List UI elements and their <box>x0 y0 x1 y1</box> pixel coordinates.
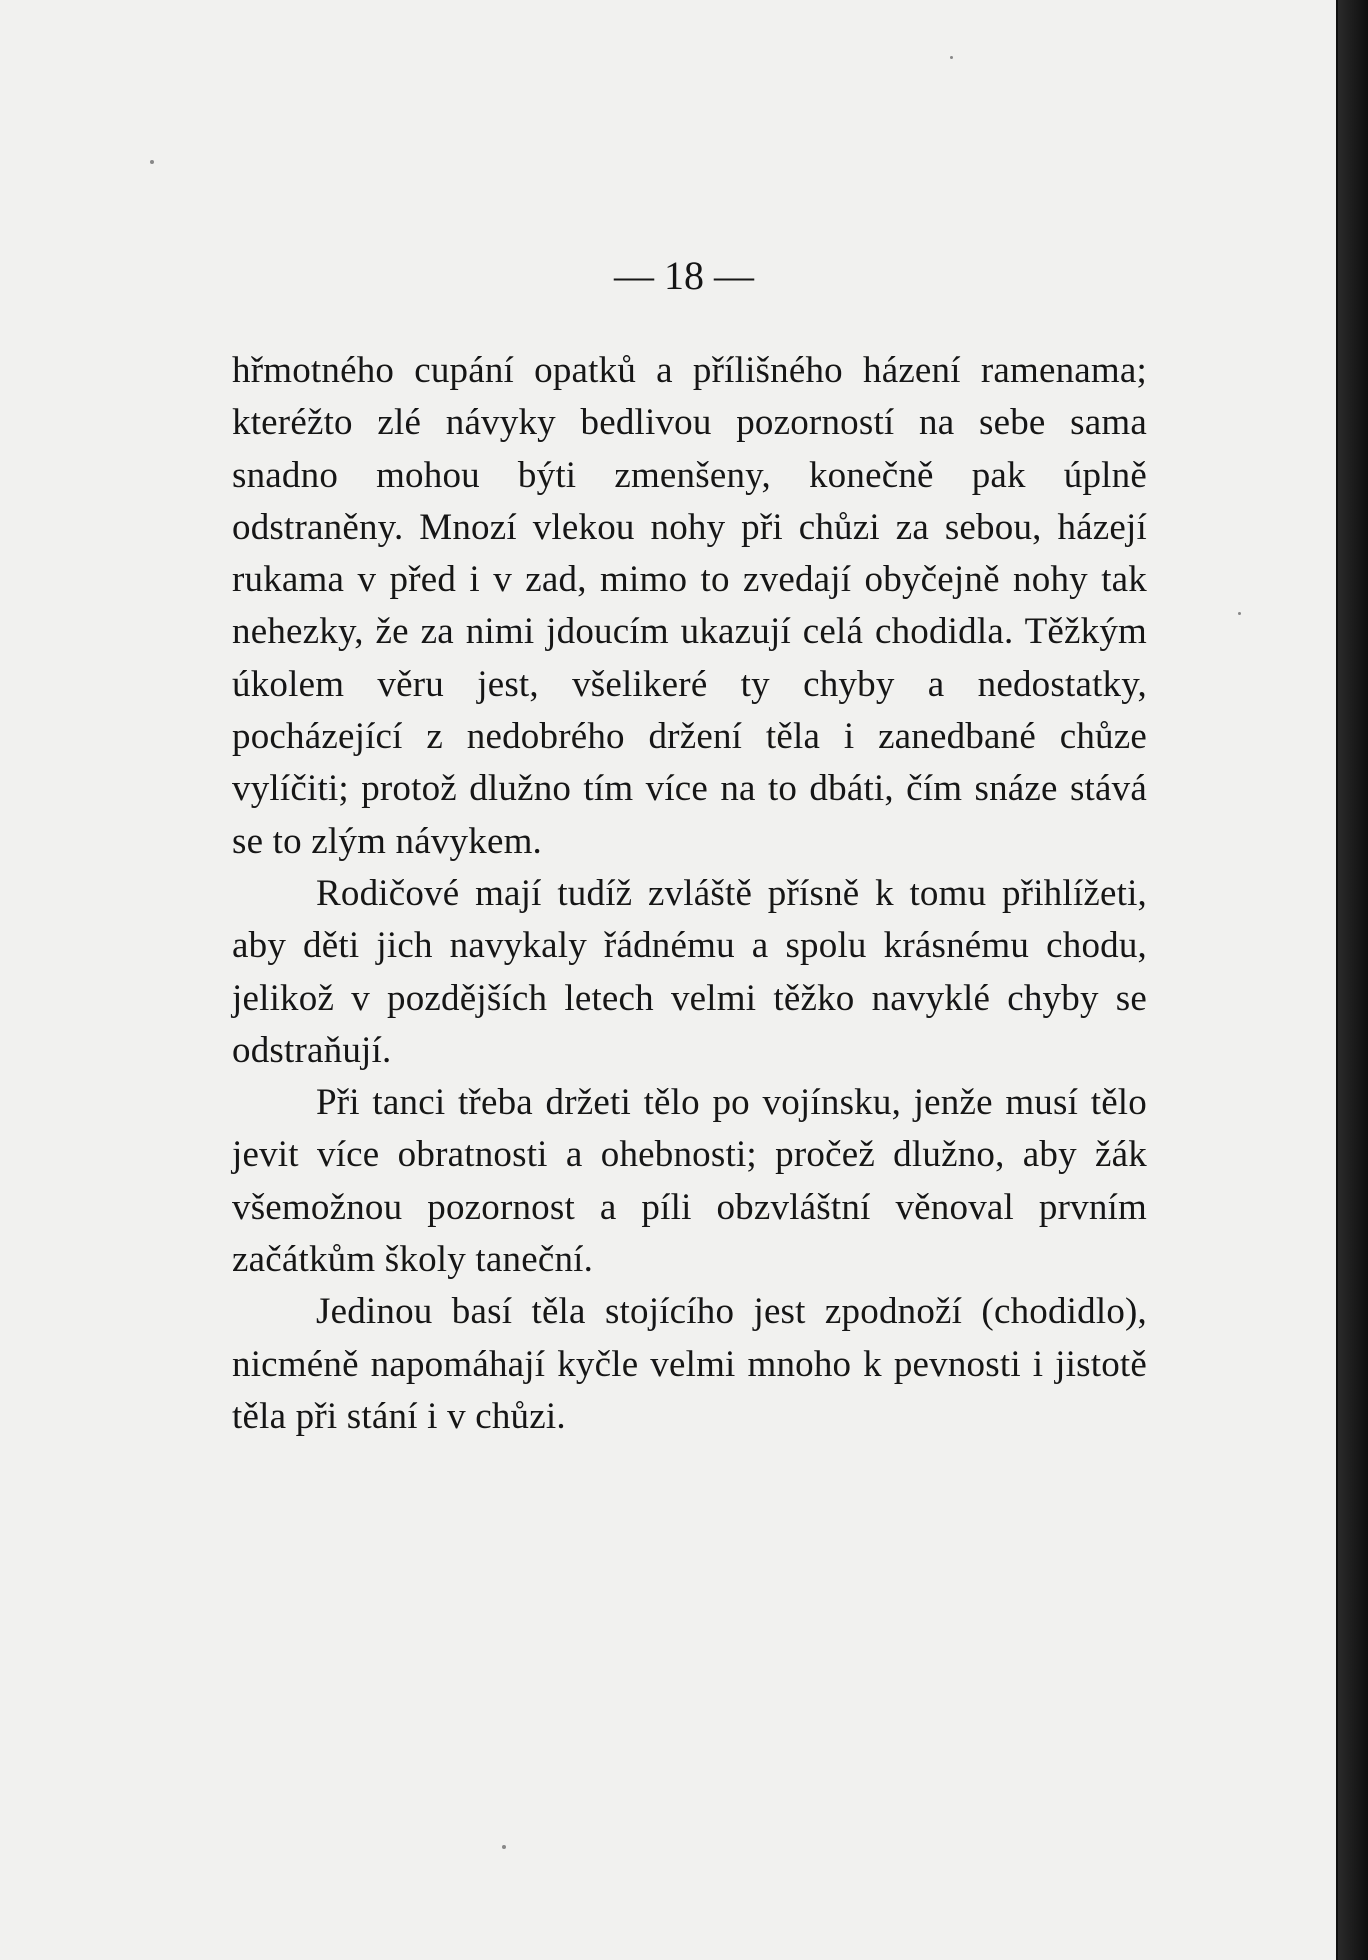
paragraph-3: Při tanci třeba držeti tělo po vojínsku, jenže musí tělo jevit více obratnosti a ohebnosti; pročež dlužno, aby žák všemožnou pozornost a píli obzvláštní věnoval prvním začátkům školy taneční. <box>232 1082 1147 1281</box>
paragraph-1: hřmotného cupání opatků a přílišného házení ramenama; kteréžto zlé návyky bedlivou pozorností na sebe sama snadno mohou býti zmenšeny, konečně pak úplně odstraněny. Mnozí vlekou nohy při chůzi za sebou, házejí rukama v před i v zad, mimo to zvedají obyčejně nohy tak nehezky, že za nimi jdoucím ukazují celá chodidla. Těžkým úkolem věru jest, všelikeré ty chyby a nedostatky, pocházející z nedobrého držení těla i zanedbané chůze vylíčiti; protož dlužno tím více na to dbáti, čím snáze stává se to zlým návykem. <box>232 350 1147 862</box>
paper-speck <box>950 56 953 59</box>
paragraph-2: Rodičové mají tudíž zvláště přísně k tomu přihlížeti, aby děti jich navykaly řádnému a spolu krásnému chodu, jelikož v pozdějších letech velmi těžko navyklé chyby se odstraňují. <box>232 872 1147 1071</box>
page-edge-shadow <box>1338 0 1368 1960</box>
paper-speck <box>502 1845 506 1849</box>
body-text <box>232 345 1147 1443</box>
paper-speck <box>1238 612 1241 615</box>
page-number: — 18 — <box>614 253 754 298</box>
paragraph-4: Jedinou basí těla stojícího jest zpodnoží (chodidlo), nicméně napomáhají kyčle velmi mnoho k pevnosti i jistotě těla při stání i v chůzi. <box>232 1291 1147 1437</box>
paper-speck <box>150 160 154 164</box>
